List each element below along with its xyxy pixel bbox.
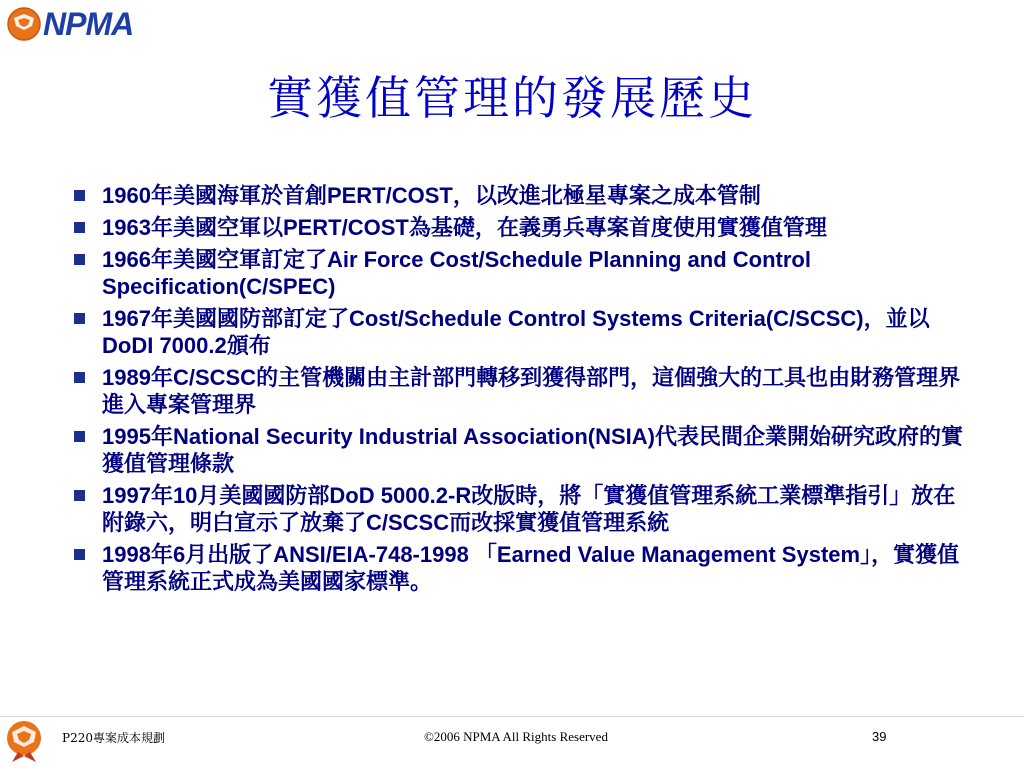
bullet-list: [74, 182, 964, 600]
bullet-item: [74, 246, 964, 300]
footer-globe-icon: [4, 716, 48, 764]
footer-divider: [0, 716, 1024, 717]
globe-logo-icon: [6, 6, 42, 42]
bullet-item: [74, 541, 964, 595]
bullet-text: 1997年10月美國國防部DoD 5000.2-R改版時，將「實獲值管理系統工業標準指引」放在附錄六，明白宣示了放棄了C/SCSC而改採實獲值管理系統: [102, 483, 956, 535]
bullet-square-icon: [74, 490, 85, 501]
bullet-item: [74, 364, 964, 418]
logo-text: NPMA: [43, 6, 134, 42]
bullet-item: [74, 423, 964, 477]
bullet-text: 1963年美國空軍以PERT/COST為基礎，在義勇兵專案首度使用實獲值管理: [102, 215, 827, 240]
bullet-square-icon: [74, 431, 85, 442]
bullet-text: 1989年C/SCSC的主管機關由主計部門轉移到獲得部門，這個強大的工具也由財務管理界進入專案管理界: [102, 365, 961, 417]
npma-logo: [6, 4, 133, 44]
bullet-item: [74, 214, 964, 241]
footer-copyright: ©2006 NPMA All Rights Reserved: [424, 729, 608, 744]
bullet-square-icon: [74, 222, 85, 233]
page-number: 39: [872, 729, 887, 744]
bullet-square-icon: [74, 372, 85, 383]
bullet-square-icon: [74, 190, 85, 201]
footer-course-label: P220專案成本規劃: [62, 731, 165, 745]
bullet-text: 1998年6月出版了ANSI/EIA-748-1998 「Earned Value Management System」，實獲值管理系統正式成為美國國家標準。: [102, 542, 960, 594]
bullet-square-icon: [74, 313, 85, 324]
bullet-square-icon: [74, 549, 85, 560]
bullet-square-icon: [74, 254, 85, 265]
bullet-item: [74, 305, 964, 359]
bullet-item: [74, 182, 964, 209]
bullet-text: 1967年美國國防部訂定了Cost/Schedule Control Systems Criteria(C/SCSC)，並以DoDI 7000.2頒布: [102, 306, 930, 358]
bullet-text: 1966年美國空軍訂定了Air Force Cost/Schedule Planning and Control Specification(C/SPEC): [102, 247, 811, 299]
bullet-text: 1995年National Security Industrial Association(NSIA)代表民間企業開始研究政府的實獲值管理條款: [102, 424, 963, 476]
bullet-item: [74, 482, 964, 536]
bullet-text: 1960年美國海軍於首創PERT/COST，以改進北極星專案之成本管制: [102, 183, 761, 208]
slide-title: 實獲值管理的發展歷史: [267, 71, 757, 125]
